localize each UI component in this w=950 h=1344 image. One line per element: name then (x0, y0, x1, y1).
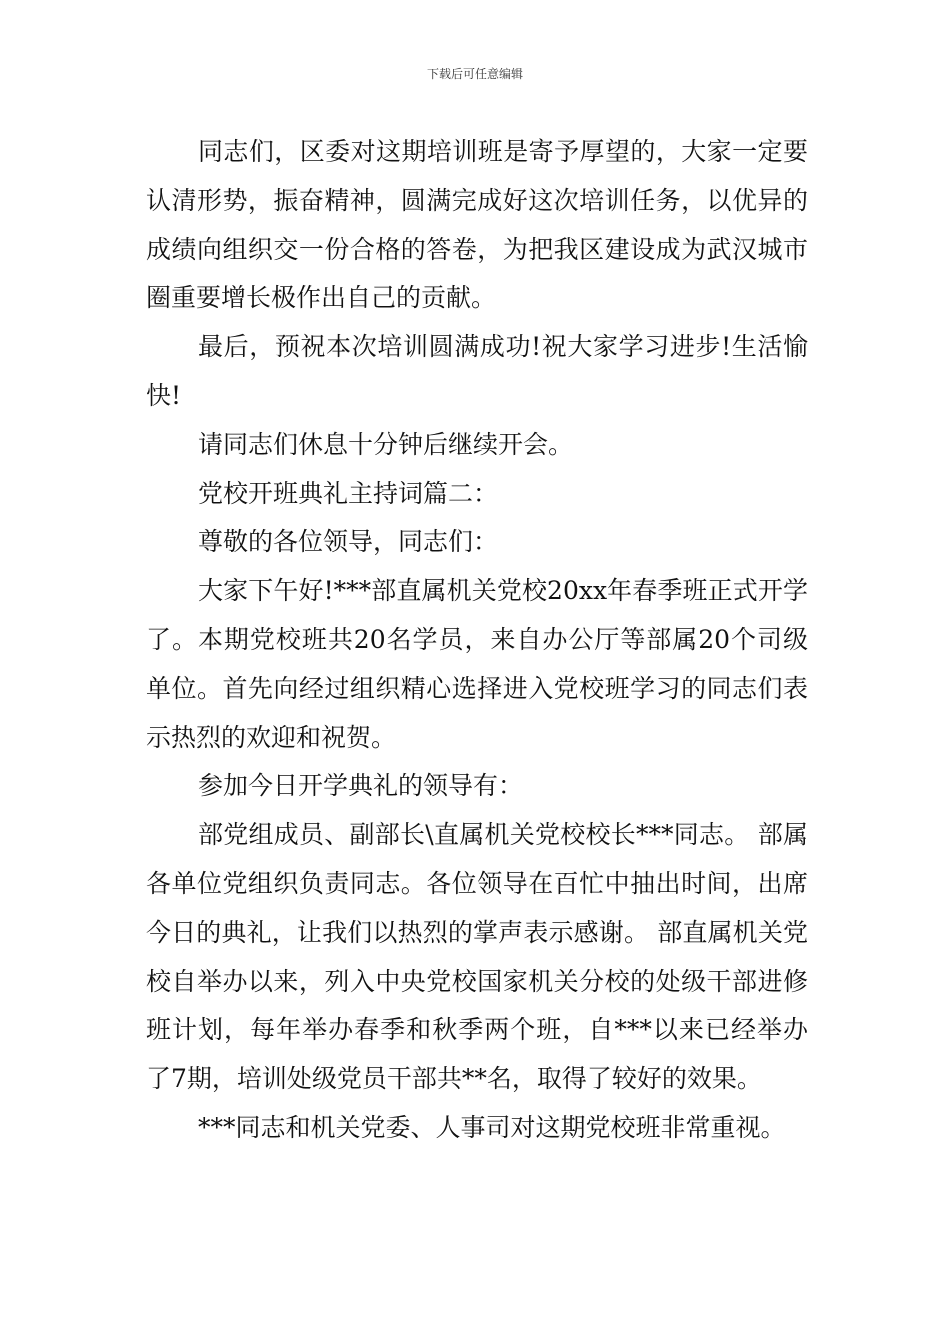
paragraph-leaders-list: 部党组成员、副部长\直属机关党校校长***同志。 部属各单位党组织负责同志。各位领导在百忙中抽出时间，出席今日的典礼，让我们以热烈的掌声表示感谢。 部直属机关党校自举办以来，列入中央党校国家机关分校的处级干部进修班计划，每年举办春季和秋季两个班，自***以来已经举办了7期，培训处级党员干部共**名，取得了较好的效果。 (146, 820, 808, 1094)
page-header-note: 下载后可任意编辑 (426, 67, 523, 81)
paragraph-section-title: 党校开班典礼主持词篇二： (198, 478, 499, 508)
paragraph-break-notice: 请同志们休息十分钟后继续开会。 (198, 429, 574, 459)
paragraph-salutation: 尊敬的各位领导，同志们： (198, 527, 499, 557)
paragraph-wishes: 最后，预祝本次培训圆满成功!祝大家学习进步!生活愉快! (146, 332, 808, 410)
paragraph-leaders-intro: 参加今日开学典礼的领导有： (198, 771, 524, 801)
document-body (146, 128, 808, 1153)
paragraph-attention: ***同志和机关党委、人事司对这期党校班非常重视。 (198, 1112, 786, 1142)
paragraph-opening: 大家下午好!***部直属机关党校20xx年春季班正式开学了。本期党校班共20名学员，来自办公厅等部属20个司级单位。首先向经过组织精心选择进入党校班学习的同志们表示热烈的欢迎和祝贺。 (146, 576, 808, 752)
paragraph-closing-expectations: 同志们，区委对这期培训班是寄予厚望的，大家一定要认清形势，振奋精神，圆满完成好这次培训任务，以优异的成绩向组织交一份合格的答卷，为把我区建设成为武汉城市圈重要增长极作出自己的贡献。 (146, 137, 808, 313)
